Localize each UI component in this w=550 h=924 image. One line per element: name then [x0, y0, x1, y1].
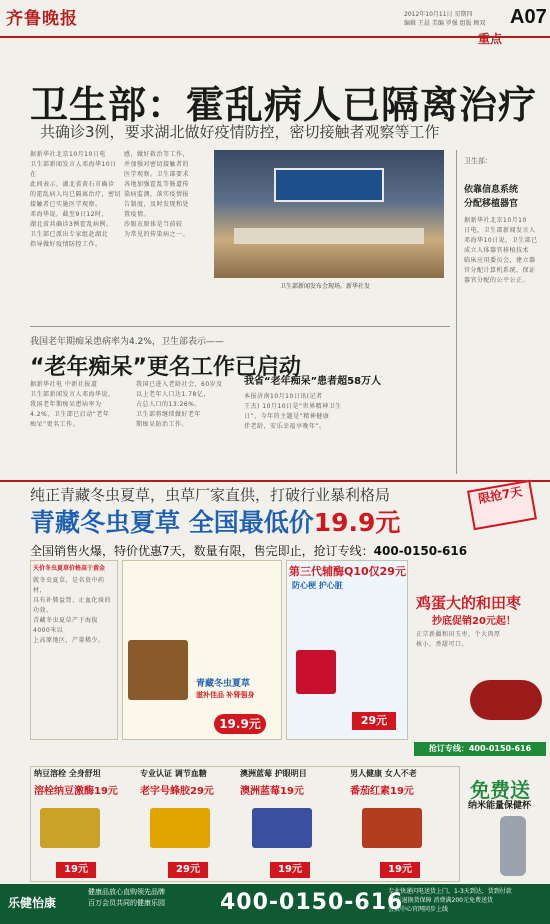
province-story-text: 本报济南10月10日讯(记者 王杰) 10月10日是“世界精神卫生 日”，今年的主题是“精神健康 伴老龄，安乐幸福享晚年”。 [244, 393, 342, 430]
second-story-headline: “老年痴呆”更名工作已启动 [30, 355, 301, 380]
photo-caption: 卫生部新闻发布会现场。新华社发 [280, 283, 371, 290]
thermos-cup-image [500, 816, 526, 876]
ad-top-line: 纯正青藏冬虫夏草，虫草厂家直供，打破行业暴利格局 [30, 486, 391, 504]
ad-article-headline: 天价冬虫夏草价格高于黄金 [33, 565, 106, 572]
product-3-image [252, 808, 312, 848]
jujube-image [470, 680, 542, 720]
sidebar-text: 据新华社北京10月10 日电，卫生部新闻发言人 邓海华10日说，卫生部已 成立人体器官移植技术 临床应用委员会，建立器 官分配计算机系统，保证 器官分配的公平公正。 [464, 217, 538, 284]
product-1-tagline: 纳豆溶栓 全身舒坦 [34, 769, 101, 778]
page-number: A07 [510, 6, 547, 28]
jujube-headline: 鸡蛋大的和田枣 [416, 594, 522, 612]
product-4-image [362, 808, 422, 848]
jujube-hotline: 抢订专线：400-0150-616 [414, 742, 546, 756]
free-gift-title: 免费送 [470, 778, 530, 802]
ad-hotline: 全国销售火爆，特价优惠7天，数量有限，售完即止，抢订专线：400-0150-616 [30, 544, 468, 558]
cordyceps-image [128, 640, 188, 700]
main-subhead: 共确诊3例，要求湖北做好疫情防控，密切接触者观察等工作 [40, 123, 440, 141]
coq10-headline: 第三代辅酶Q10仅29元 [289, 565, 406, 578]
product-2-name: 老字号蜂胶29元 [140, 786, 214, 797]
product-2-tagline: 专业认证 调节血糖 [140, 769, 207, 778]
date-line [404, 10, 486, 28]
brand-logo: 乐健怡康 [8, 896, 57, 910]
sidebar-kicker: 卫生部： [464, 157, 492, 165]
coq10-bottle-image [296, 650, 336, 694]
product-1-image [40, 808, 100, 848]
coq10-price-badge: 29元 [352, 712, 396, 730]
sidebar-title: 依靠信息系统 分配移植器官 [464, 185, 519, 209]
province-headline: 我省“老年痴呆”患者超58万人 [244, 376, 382, 387]
product-4-price: 19元 [380, 862, 420, 878]
story-divider [30, 326, 450, 327]
product-3-name: 澳洲蓝莓19元 [240, 786, 304, 797]
product-1-price: 19元 [56, 862, 96, 878]
newspaper-logo: 齐鲁晚报 [6, 9, 78, 29]
product-1-name: 溶栓纳豆激酶19元 [34, 786, 118, 797]
product-2-price: 29元 [168, 862, 208, 878]
date-line-1: 2012年10月11日 星期四 [404, 11, 473, 18]
second-story-kicker: 我国老年期痴呆患病率为4.2%，卫生部表示—— [30, 337, 224, 347]
product-4-name: 番茄红素19元 [350, 786, 414, 797]
ad-main-offer: 青藏冬虫夏草 全国最低价19.9元 [30, 508, 401, 537]
product-4-tagline: 男人健康 女人不老 [350, 769, 417, 778]
coq10-subhead: 防心梗 护心脏 [292, 581, 343, 590]
section-label: 重点 [478, 32, 503, 46]
second-story-column-2: 我国已进入老龄社会，60岁及 以上老年人口达1.78亿， 占总人口的13.26%。 卫生部将继续做好老年 期痴呆防治工作。 [136, 381, 223, 428]
main-headline: 卫生部：霍乱病人已隔离治疗 [30, 83, 538, 127]
jujube-text: 正宗新疆和田玉枣，个大肉厚 核小，香甜可口。 [416, 631, 501, 648]
date-line-2: 编辑 王晨 美编 罗强 组版 顾双 [404, 20, 486, 27]
cordyceps-price-badge: 19.9元 [214, 714, 266, 734]
press-conference-photo [214, 150, 444, 278]
jujube-subhead: 抄底促销20元起！ [432, 616, 516, 627]
second-story-column-1: 据新华社电 中新社报道 卫生部新闻发言人邓海华说， 我国老年期痴呆患病率为 4.2%，卫生部已启动“老年 痴呆”更名工作。 [30, 381, 115, 428]
product-3-price: 19元 [270, 862, 310, 878]
photo-podium-table [234, 228, 424, 244]
limited-offer-tag: 限抢7天 [467, 480, 537, 531]
ad-article-text: 就冬虫夏草，是名贵中药材， 具有补肺益肾、止血化痰的功效。 青藏冬虫夏草产于海拔4000米以 上高原地区，产量稀少。 [33, 577, 112, 644]
cordyceps-title: 青藏冬虫夏草 [196, 679, 251, 689]
service-notes: 专业快递闪电送货上门，1-3天到达，货到付款 30天退换货保障 消费满200元免费送货 会员中心官网同步上线 [388, 888, 512, 913]
cordyceps-subtitle: 滋补佳品 补肾强身 [196, 691, 255, 699]
column-divider [456, 150, 457, 474]
photo-backdrop-screen [274, 168, 384, 202]
ad-main-price: 19.9元 [313, 508, 401, 537]
footer-phone-number: 400-0150-616 [220, 890, 404, 915]
brand-tagline: 健康品放心直购领先品牌 百万会员共同的健康乐园 [88, 888, 165, 907]
ad-phone: 400-0150-616 [373, 544, 468, 558]
product-3-tagline: 澳洲蓝莓 护眼明目 [240, 769, 307, 778]
main-story-column-2: 感，做好救治等工作， 并加强对密切接触者的 医学观察。卫生部要求 各地加强霍乱等肠道传 染病监测，落实疫情报 告制度，及时发现和处 置疫情。 沙眼衣原体是当前较 为常见的传染病之一。 [124, 151, 190, 238]
product-2-image [150, 808, 210, 848]
main-story-column-1: 据新华社北京10月10日电 卫生部新闻发言人邓海华10日在 此间表示，湖北省黄石市确诊 的霍乱病人均已隔离治疗，密切 接触者已实施医学观察。 邓海华说，截至9日12时， 湖北省共确诊3例霍乱病例。 卫生部已派出专家组赴湖北 指导做好疫情防控工作。 [30, 151, 122, 248]
free-gift-subtitle: 纳米能量保健杯 [468, 801, 532, 811]
